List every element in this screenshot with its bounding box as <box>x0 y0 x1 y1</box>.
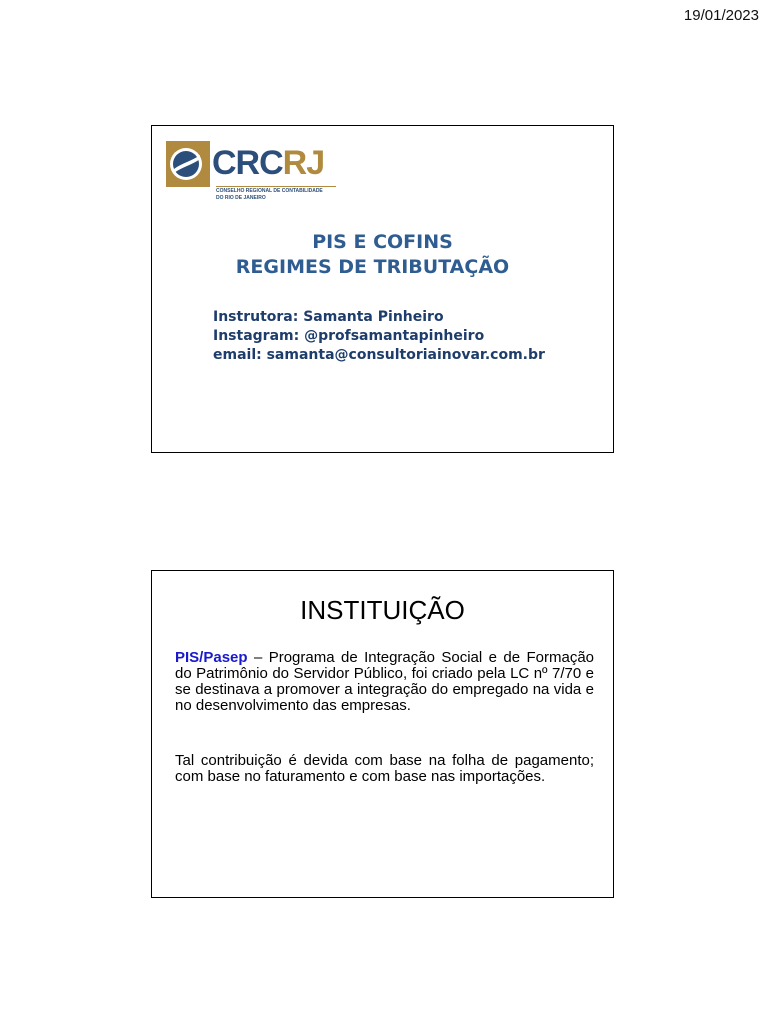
logo-subtitle-line1: CONSELHO REGIONAL DE CONTABILIDADE <box>216 188 323 194</box>
logo-rj: RJ <box>282 144 325 182</box>
logo-crc: CRC <box>212 144 283 182</box>
slide-heading: INSTITUIÇÃO <box>300 595 465 625</box>
instructor-info <box>213 308 545 365</box>
logo-subtitle-line2: DO RIO DE JANEIRO <box>216 195 266 201</box>
title-line-2: REGIMES DE TRIBUTAÇÃO <box>235 256 510 278</box>
crcrj-emblem-icon <box>166 141 210 187</box>
logo-subtitle <box>216 186 336 202</box>
title-line-1: PIS E COFINS <box>312 231 453 253</box>
paragraph-contribution-basis: Tal contribuição é devida com base na folha de pagamento; com base no faturamento e com base nas importações. <box>175 752 594 785</box>
pis-definition-text: – Programa de Integração Social e de Formação do Patrimônio do Servidor Público, foi criado pela LC nº 7/70 e se destinava a promover a integração do empregado na vida e no desenvolvimento das empresas. <box>175 649 594 714</box>
crcrj-logo <box>166 141 326 203</box>
page-date: 19/01/2023 <box>683 7 759 24</box>
pis-pasep-term: PIS/Pasep <box>175 649 248 666</box>
email-address: email: samanta@consultoriainovar.com.br <box>213 347 545 363</box>
instructor-name: Instrutora: Samanta Pinheiro <box>213 309 444 325</box>
logo-wordmark <box>212 143 324 183</box>
slide-instituicao <box>151 570 614 898</box>
instagram-handle: Instagram: @profsamantapinheiro <box>213 328 485 344</box>
slide-title <box>151 125 614 453</box>
slide-title-text <box>152 230 613 280</box>
paragraph-pis-definition <box>175 650 594 714</box>
